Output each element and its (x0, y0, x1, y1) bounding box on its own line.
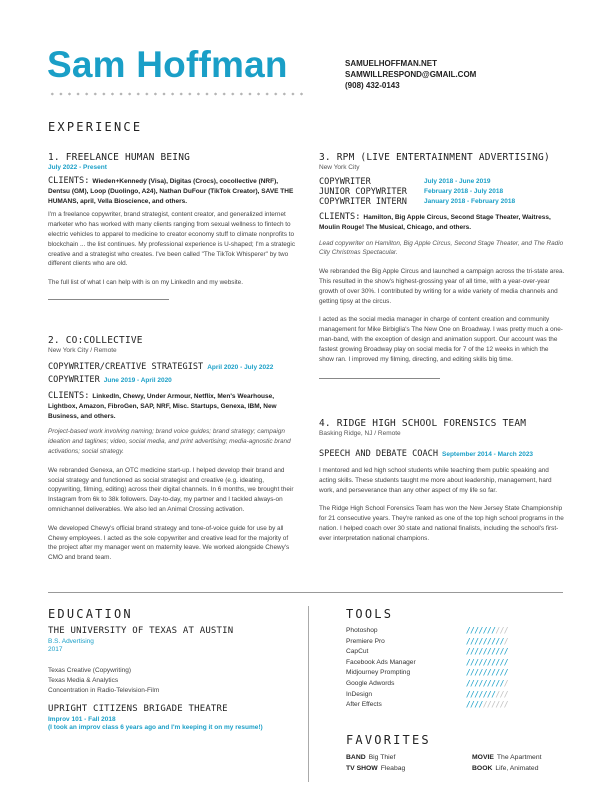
education-detail: Texas Media & Analytics (48, 677, 119, 684)
experience-heading: EXPERIENCE (48, 120, 143, 134)
education-section (48, 607, 303, 731)
dotted-divider (48, 92, 303, 96)
tool-name: After Effects (346, 701, 382, 709)
job-3-role-2-date: February 2018 - July 2018 (424, 188, 504, 195)
tool-row (346, 626, 508, 637)
favorite-tv-show: TV SHOW Fleabag (346, 765, 406, 772)
column-divider (308, 606, 309, 782)
school-2-detail-2: (I took an improv class 6 years ago and I'm keeping it on my resume!) (48, 724, 263, 731)
email-link[interactable]: SAMWILLRESPOND@GMAIL.COM (345, 70, 477, 79)
grad-year: 2017 (48, 646, 63, 653)
favorite-movie: MOVIE The Apartment (472, 754, 542, 761)
job-1-clients-list: Wieden+Kennedy (Visa), Digitas (Crocs), cocollective (NRF), Dentsu (GM), Loop (Duolingo, A24), Nathan DuFour (TikTok Creator), SAVE THE HUMANS, april, Vella Bioscience, and others. (48, 178, 294, 205)
tool-name: Premiere Pro (346, 637, 385, 645)
job-3-role-1: COPYWRITER (319, 177, 371, 187)
job-3-role-3: COPYWRITER INTERN (319, 197, 407, 207)
job-4-role-date: September 2014 - March 2023 (442, 451, 534, 458)
section-divider (48, 592, 563, 593)
job-4-role: SPEECH AND DEBATE COACH (319, 449, 438, 459)
job-2-roles (48, 360, 298, 386)
tool-name: InDesign (346, 690, 373, 698)
job-1-divider (48, 299, 169, 300)
job-3-para-3: I acted as the social media manager in charge of content creation and community management for Mike Birbiglia's The New One on Broadway. I was pretty much a one-man-band, with the exception of design and animation support. Our account was the fastest growing Broadway play on social media for 7 of the 12 weeks in which the show ran. I improved my filming, directing, and editing skills big time. (319, 316, 563, 363)
job-1-para-2: The full list of what I can help with is on my LinkedIn and my website. (48, 279, 244, 287)
tools-heading: TOOLS (346, 607, 394, 621)
skill-level-bar: ////////// (465, 700, 508, 710)
job-2-role-1: COPYWRITER/CREATIVE STRATEGIST (48, 362, 204, 372)
education-detail: Concentration in Radio-Television-Film (48, 687, 160, 694)
job-3-para-2: We rebranded the Big Apple Circus and launched a campaign across the tri-state area. This resulted in the show's highest-grossing year of all time, with a year-over-year growth of over 30%. I contributed by writing for a wide variety of media channels and getting tipsy at the circus. (319, 268, 565, 305)
job-2 (48, 335, 298, 563)
job-2-role-1-date: April 2020 - July 2022 (207, 364, 274, 371)
favorite-book: BOOK Life, Animated (472, 765, 539, 772)
tool-name: Midjourney Prompting (346, 669, 411, 677)
job-3-clients-list: Hamilton, Big Apple Circus, Second Stage Theater, Waitress, Moulin Rouge! The Musical, Chicago, and others. (319, 214, 551, 231)
job-1-clients (48, 177, 298, 206)
skill-level-bar: ////////// (465, 668, 508, 678)
tool-row (346, 647, 508, 658)
clients-label: CLIENTS: (48, 391, 90, 401)
tool-name: Google Adwords (346, 679, 395, 687)
school-2-name: UPRIGHT CITIZENS BRIGADE THEATRE (48, 704, 228, 714)
job-2-para-2: We rebranded Genexa, an OTC medicine start-up. I helped develop their brand and social strategy and functioned as social strategist and creative (e.g. ideating, copywriting, filming, editing) across their digital channels. In 6 months, we brought their Instagram from 6k to 38k followers. Day-to-day, my partner and I tackled always-on omnichannel deliverables. We also led an Animal Crossing activation. (48, 466, 294, 513)
education-heading: EDUCATION (48, 607, 133, 621)
tool-row (346, 658, 508, 669)
job-3-role-2: JUNIOR COPYWRITER (319, 187, 407, 197)
job-3-location: New York City (319, 164, 360, 171)
favorites-heading: FAVORITES (346, 733, 431, 747)
job-2-role-2-date: June 2019 - April 2020 (103, 377, 172, 384)
tool-name: CapCut (346, 648, 369, 656)
favorites-grid (346, 752, 566, 774)
tool-row (346, 700, 508, 711)
job-4-para-1: I mentored and led high school students while teaching them public speaking and acting skills. These students taught me more about leadership, management, hard work, and perseverance than any other aspect of my life so far. (319, 467, 552, 494)
website-link[interactable]: SAMUELHOFFMAN.NET (345, 59, 437, 68)
tool-row (346, 637, 508, 648)
job-3-roles (319, 177, 565, 207)
education-details (48, 666, 303, 696)
skill-level-bar: ////////// (465, 678, 508, 688)
tool-row (346, 690, 508, 701)
job-2-role-2: COPYWRITER (48, 375, 100, 385)
job-3-divider (319, 378, 440, 379)
job-2-clients (48, 392, 298, 421)
school-2-detail-1: Improv 101 - Fall 2018 (48, 716, 116, 723)
skill-level-bar: ////////// (465, 647, 508, 657)
job-3 (319, 152, 565, 379)
tools-list (346, 626, 566, 711)
job-2-para-1: Project-based work involving naming; brand voice guides; brand strategy; campaign ideation and taglines; video, social media, and print advertising; media-agnostic brand activations; social strategy. (48, 428, 291, 455)
job-3-role-1-date: July 2018 - June 2019 (424, 178, 491, 185)
skill-level-bar: ////////// (465, 636, 508, 646)
education-detail: Texas Creative (Copywriting) (48, 667, 132, 674)
clients-label: CLIENTS: (319, 212, 361, 222)
tool-name: Photoshop (346, 627, 378, 634)
job-1-dates: July 2022 - Present (48, 164, 107, 171)
job-3-para-1: Lead copywriter on Hamilton, Big Apple Circus, Second Stage Theater, and The Radio City Christmas Spectacular. (319, 239, 564, 257)
resume-name: Sam Hoffman (47, 44, 288, 85)
job-3-clients (319, 213, 565, 233)
tool-row (346, 679, 508, 690)
skill-level-bar: ////////// (465, 657, 508, 667)
job-2-location: New York City / Remote (48, 347, 117, 354)
favorites-section (346, 733, 566, 774)
skill-level-bar: ////////// (465, 689, 508, 699)
phone-number: (908) 432-0143 (345, 81, 400, 90)
tool-name: Facebook Ads Manager (346, 658, 416, 666)
tool-row (346, 668, 508, 679)
job-1 (48, 152, 298, 300)
job-2-title: 2. CO:COLLECTIVE (48, 335, 143, 346)
clients-label: CLIENTS: (48, 176, 90, 186)
job-2-para-3: We developed Chewy's official brand strategy and tone-of-voice guide for use by all Chewy employees. I acted as the sole copywriter and creative lead for the majority of the project after my manager went on maternity leave. We worked alongside Chewy's CMO and brand team. (48, 524, 290, 562)
job-4-title: 4. RIDGE HIGH SCHOOL FORENSICS TEAM (319, 418, 527, 429)
job-4 (319, 418, 565, 544)
job-4-para-2: The Ridge High School Forensics Team has won the New Jersey State Championship for 21 consecutive years. They're ranked as one of the top high school programs in the nation. I helped coach over 30 state and national finalists, including the school's first-ever interpretation national champions. (319, 505, 564, 542)
skill-level-bar: ////////// (465, 626, 508, 635)
tools-section (346, 607, 566, 711)
favorite-band: BAND Big Thief (346, 754, 396, 761)
job-1-para-1: I'm a freelance copywriter, brand strategist, content creator, and generalized internet marketer who has worked with many clients ranging from sexual wellness to fintech to electric vehicles to apparel to medicine to creator economy stuff to climate nonprofits to blockchain ... the list continues. My professional experience is U-shaped; I'm a strategic creative and a strategist who creates. I've been called "The TikTok Whisperer" by two different clients who are old. (48, 211, 296, 268)
degree: B.S. Advertising (48, 638, 94, 645)
job-4-location: Basking Ridge, NJ / Remote (319, 430, 401, 437)
job-3-role-3-date: January 2018 - February 2018 (424, 198, 516, 205)
job-3-title: 3. RPM (LIVE ENTERTAINMENT ADVERTISING) (319, 152, 550, 163)
contact-block (345, 58, 476, 91)
job-2-clients-list: LinkedIn, Chewy, Under Armour, Netflix, Men's Wearhouse, Lightbox, Amazon, FibroGen, SAP, NRF, Misc. Startups, Genexa, IBM, New Business, and others. (48, 393, 277, 420)
job-1-title: 1. FREELANCE HUMAN BEING (48, 152, 191, 163)
school-1-name: THE UNIVERSITY OF TEXAS AT AUSTIN (48, 626, 234, 636)
